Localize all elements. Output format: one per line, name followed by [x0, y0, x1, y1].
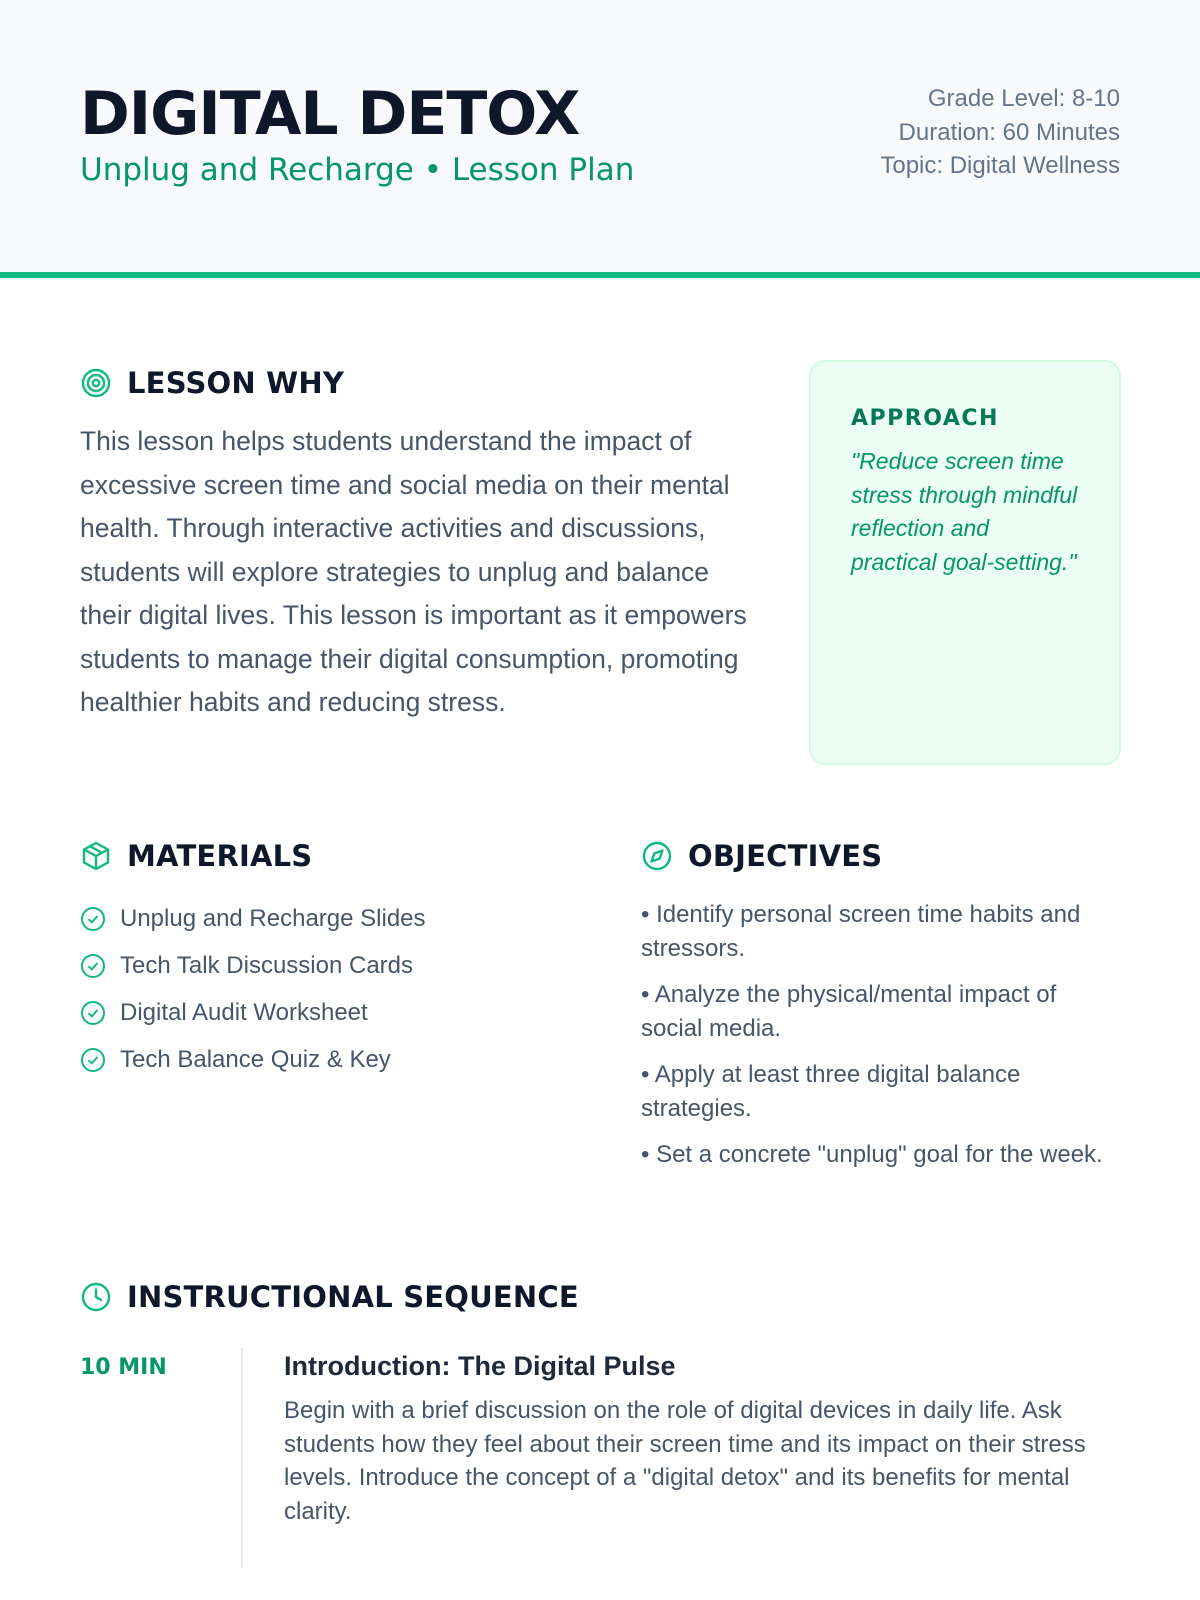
objectives-list [641, 898, 1121, 1185]
approach-card [809, 360, 1121, 765]
grade-level: Grade Level: 8-10 [927, 85, 1120, 112]
check-circle-icon [80, 1047, 106, 1073]
lesson-why-text: This lesson helps students understand the impact of excessive screen time and social media on their mental health. Through interactive activities and discussions, students will explore strategies to unplug and balance their digital lives. This lesson is important as it empowers students to manage their digital consumption, promoting healthier habits and reducing stress. [80, 426, 747, 717]
check-circle-icon [80, 1000, 106, 1026]
approach-quote: "Reduce screen time stress through mindful reflection and practical goal-setting." [851, 448, 1078, 575]
step-description: Begin with a brief discussion on the role of digital devices in daily life. Ask students how they feel about their screen time and its impact on their stress levels. Introduce the concept of a "digital detox" and its benefits for mental clarity. [284, 1397, 1086, 1525]
clock-icon [80, 1281, 112, 1313]
check-circle-icon [80, 906, 106, 932]
approach-title: APPROACH [851, 406, 999, 431]
materials-heading [80, 839, 312, 873]
target-icon [80, 367, 112, 399]
list-item: • Set a concrete "unplug" goal for the week. [641, 1141, 1103, 1168]
list-item [80, 895, 426, 942]
page-subtitle: Unplug and Recharge • Lesson Plan [80, 152, 635, 188]
step-title: Introduction: The Digital Pulse [284, 1351, 676, 1381]
check-circle-icon [80, 953, 106, 979]
material-label: Digital Audit Worksheet [120, 998, 368, 1026]
step-duration: 10 MIN [80, 1355, 167, 1380]
page-header [0, 0, 1200, 278]
list-item [80, 1036, 426, 1083]
section-title: MATERIALS [127, 839, 313, 873]
list-item [80, 942, 426, 989]
timeline-divider [241, 1348, 243, 1568]
list-item [80, 989, 426, 1036]
lesson-why-heading [80, 366, 344, 400]
section-title: OBJECTIVES [688, 839, 883, 873]
box-icon [80, 840, 112, 872]
list-item: • Apply at least three digital balance strategies. [641, 1061, 1021, 1122]
sequence-heading [80, 1280, 579, 1314]
list-item: • Analyze the physical/mental impact of social media. [641, 981, 1057, 1042]
duration: Duration: 60 Minutes [898, 118, 1120, 146]
topic: Topic: Digital Wellness [880, 152, 1120, 179]
lesson-meta [880, 82, 1120, 183]
list-item: • Identify personal screen time habits and stressors. [641, 901, 1081, 962]
material-label: Tech Talk Discussion Cards [120, 951, 414, 979]
materials-list [80, 895, 426, 1083]
material-label: Tech Balance Quiz & Key [120, 1045, 391, 1073]
objectives-heading [641, 839, 882, 873]
section-title: INSTRUCTIONAL SEQUENCE [127, 1280, 579, 1314]
material-label: Unplug and Recharge Slides [120, 904, 426, 932]
page-title: DIGITAL DETOX [80, 79, 580, 149]
compass-icon [641, 840, 673, 872]
section-title: LESSON WHY [127, 366, 345, 400]
